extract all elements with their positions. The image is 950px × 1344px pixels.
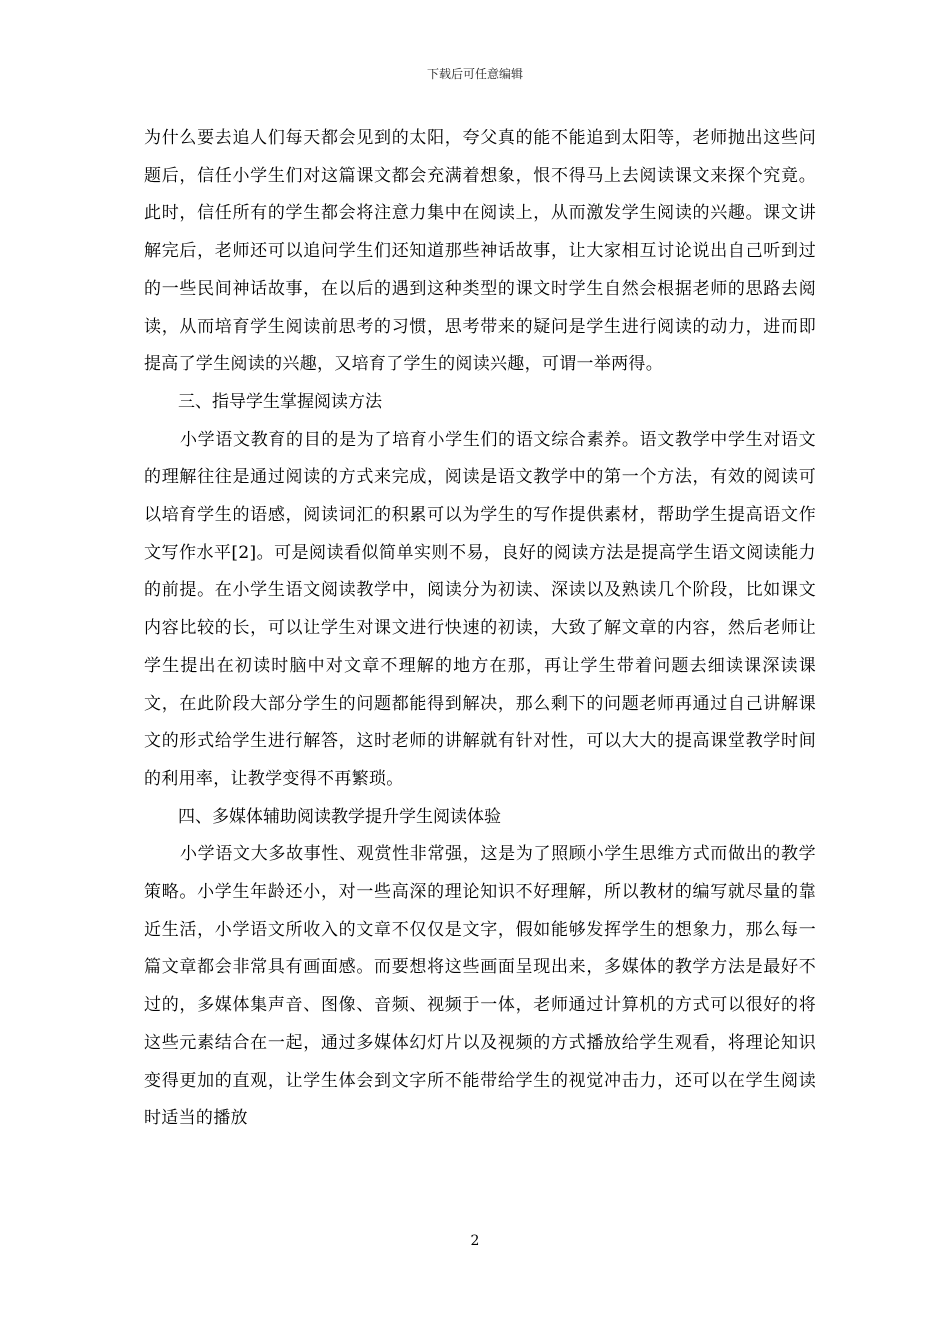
paragraph-continued: 为什么要去追人们每天都会见到的太阳，夸父真的能不能追到太阳等，老师抛出这些问题后，信任小学生们对这篇课文都会充满着想象，恨不得马上去阅读课文来探个究竟。此时，信任所有的学生都会将注意力集中在阅读上，从而激发学生阅读的兴趣。课文讲解完后，老师还可以追问学生们还知道那些神话故事，让大家相互讨论说出自己听到过的一些民间神话故事，在以后的遇到这种类型的课文时学生自然会根据老师的思路去阅读，从而培育学生阅读前思考的习惯，思考带来的疑问是学生进行阅读的动力，进而即提高了学生阅读的兴趣，又培育了学生的阅读兴趣，可谓一举两得。 [144, 128, 816, 375]
section-heading-3: 三、指导学生掌握阅读方法 [178, 391, 382, 412]
page-number: 2 [470, 1233, 480, 1249]
section-heading-4: 四、多媒体辅助阅读教学提升学生阅读体验 [178, 806, 501, 827]
page-header: 下载后可任意编辑 [426, 67, 523, 81]
paragraph-multimedia: 小学语文大多故事性、观赏性非常强，这是为了照顾小学生思维方式而做出的教学策略。小学生年龄还小，对一些高深的理论知识不好理解，所以教材的编写就尽量的靠近生活，小学语文所收入的文章不仅仅是文字，假如能够发挥学生的想象力，那么每一篇文章都会非常具有画面感。而要想将这些画面呈现出来，多媒体的教学方法是最好不过的，多媒体集声音、图像、音频、视频于一体，老师通过计算机的方式可以很好的将这些元素结合在一起，通过多媒体幻灯片以及视频的方式播放给学生观看，将理论知识变得更加的直观，让学生体会到文字所不能带给学生的视觉冲击力，还可以在学生阅读时适当的播放 [144, 844, 816, 1129]
document-body [144, 120, 816, 1138]
paragraph-reading-methods: 小学语文教育的目的是为了培育小学生们的语文综合素养。语文教学中学生对语文的理解往往是通过阅读的方式来完成，阅读是语文教学中的第一个方法，有效的阅读可以培育学生的语感，阅读词汇的积累可以为学生的写作提供素材，帮助学生提高语文作文写作水平[2]。可是阅读看似简单实则不易，良好的阅读方法是提高学生语文阅读能力的前提。在小学生语文阅读教学中，阅读分为初读、深读以及熟读几个阶段，比如课文内容比较的长，可以让学生对课文进行快速的初读，大致了解文章的内容，然后老师让学生提出在初读时脑中对文章不理解的地方在那，再让学生带着问题去细读课深读课文，在此阶段大部分学生的问题都能得到解决，那么剩下的问题老师再通过自己讲解课文的形式给学生进行解答，这时老师的讲解就有针对性，可以大大的提高课堂教学时间的利用率，让教学变得不再繁琐。 [144, 429, 816, 789]
